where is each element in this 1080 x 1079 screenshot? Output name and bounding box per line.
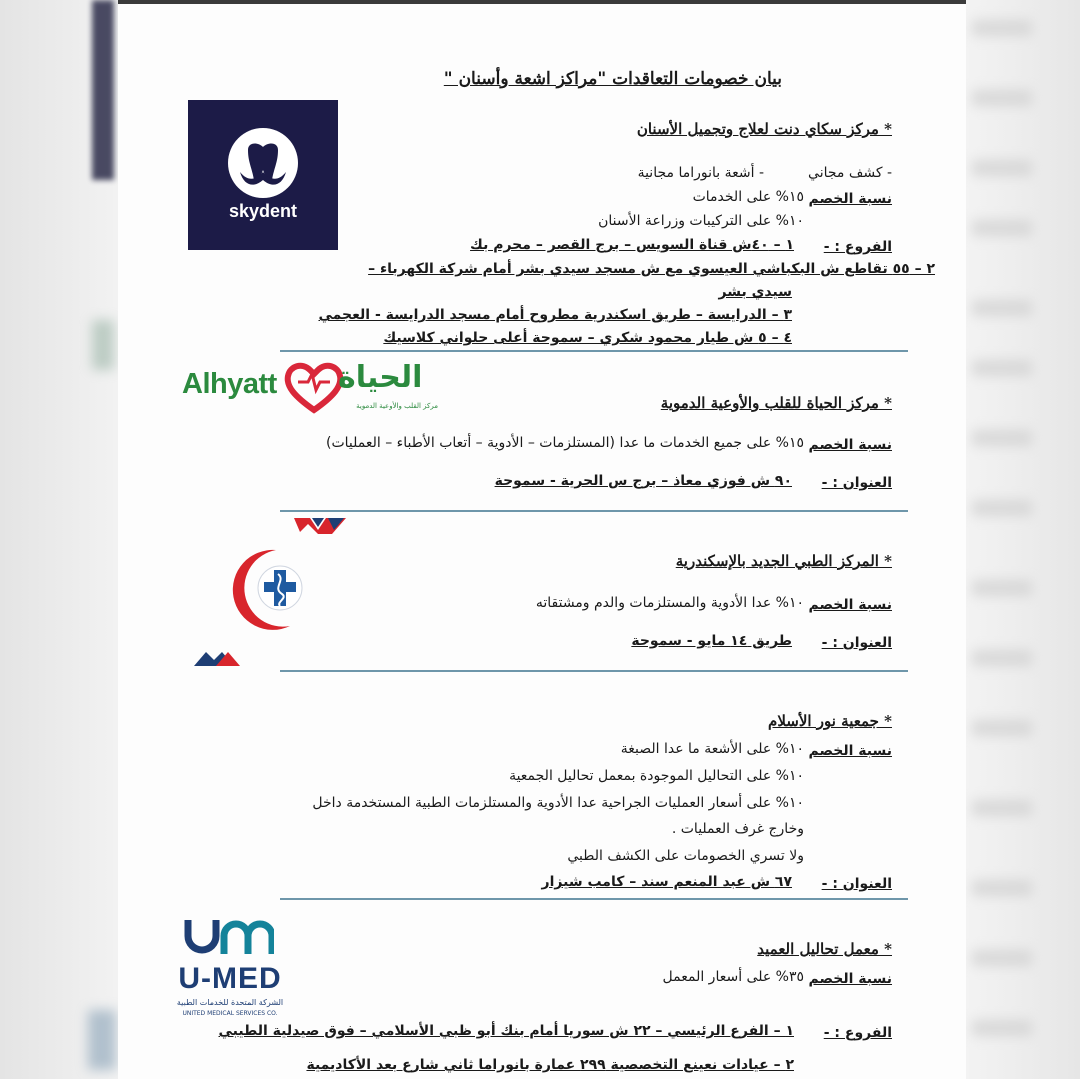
alhyatt-logo-arabic: الحياة [338,360,423,395]
section-divider [280,898,908,900]
alhyatt-logo-english: Alhyatt [182,368,277,400]
amid-branch-1: ١ – الفرع الرئيسي – ٢٢ ش سوريا أمام بنك أبو ظبي الأسلامي – فوق صيدلية الطيبي [218,1023,794,1039]
decorative-chevrons [194,650,246,666]
section-heading-hayat: * مركز الحياة للقلب والأوعية الدموية [660,394,892,412]
section-heading-skydent: * مركز سكاي دنت لعلاج وتجميل الأسنان [636,120,892,138]
amid-discount: ٣٥% على أسعار المعمل [662,969,804,985]
skydent-logo-text: skydent [228,201,298,221]
umed-logo-english: UNITED MEDICAL SERVICES CO. [182,1010,278,1017]
skydent-free-exam: - كشف مجاني [808,165,892,181]
section-heading-new-medical: * المركز الطبي الجديد بالإسكندرية [675,552,892,570]
umed-mark-icon [184,916,274,958]
background-blur-left [0,0,118,1079]
newmed-discount: ١٠% عدا الأدوية والمستلزمات والدم ومشتقاته [535,595,804,611]
alhyatt-logo-subtitle: مركز القلب والأوعية الدموية [356,402,438,410]
amid-branches-label: الفروع : - [823,1025,892,1041]
hayat-address: ٩٠ ش فوزي معاذ – برج س الحرية - سموحة [494,473,792,489]
skydent-discount-1: ١٥% على الخدمات [692,189,804,205]
hayat-discount: ١٥% على جميع الخدمات ما عدا (المستلزمات – الأدوية – أتعاب الأطباء – العمليات) [326,435,804,451]
new-medical-center-logo [230,548,312,632]
noor-discount-label: نسبة الخصم [808,743,892,759]
noor-discount-3a: ١٠% على أسعار العمليات الجراحية عدا الأدوية والمستلزمات الطبية المستخدمة داخل [312,795,804,811]
amid-discount-label: نسبة الخصم [808,971,892,987]
skydent-logo [188,100,338,250]
skydent-branch-2a: ٢ – ٥٥ تقاطع ش البكباشي العيسوي مع ش مسجد سيدي بشر أمام شركة الكهرباء – [368,261,935,277]
skydent-branch-4: ٤ – ٥ ش طيار محمود شكري – سموحة أعلى حلواني كلاسيك [383,330,792,346]
umed-logo-text: U-MED [178,962,282,995]
decorative-chevrons [294,518,346,534]
skydent-branch-1: ١ – ٤٠ش قناة السويس – برج القصر – محرم بك [470,237,794,253]
skydent-branch-3: ٣ – الدرايسة – طريق اسكندرية مطروح أمام مسجد الدرايسة - العجمي [318,307,792,323]
umed-logo [160,912,300,1022]
noor-discount-1: ١٠% على الأشعة ما عدا الصبغة [620,741,804,757]
skydent-branches-label: الفروع : - [823,239,892,255]
heart-icon [284,360,344,414]
noor-discount-2: ١٠% على التحاليل الموجودة بمعمل تحاليل الجمعية [509,768,804,784]
section-heading-noor: * جمعية نور الأسلام [768,712,892,730]
newmed-address-label: العنوان : - [821,635,892,651]
newmed-discount-label: نسبة الخصم [808,597,892,613]
noor-note: ولا تسري الخصومات على الكشف الطبي [567,848,804,864]
skydent-discount-2: ١٠% على التركيبات وزراعة الأسنان [598,213,804,229]
section-heading-amid: * معمل تحاليل العميد [757,940,892,958]
skydent-free-xray: - أشعة بانوراما مجانية [637,165,764,181]
section-divider [280,350,908,352]
alhyatt-logo [180,358,442,420]
newmed-address: طريق ١٤ مايو - سموحة [631,633,792,649]
tooth-icon [228,128,298,198]
section-divider [280,510,908,512]
skydent-discount-label: نسبة الخصم [808,191,892,207]
noor-address-label: العنوان : - [821,876,892,892]
background-blur-right [966,0,1080,1079]
hayat-address-label: العنوان : - [821,475,892,491]
hayat-discount-label: نسبة الخصم [808,437,892,453]
amid-branch-2: ٢ – عيادات نعينع التخصصية ٢٩٩ عمارة بانوراما ثاني شارع بعد الأكاديمية [306,1057,794,1073]
umed-logo-arabic: الشركة المتحدة للخدمات الطبية [176,998,284,1007]
noor-address: ٦٧ ش عبد المنعم سند – كامب شيزار [541,874,792,890]
section-divider [280,670,908,672]
document-title: بيان خصومات التعاقدات "مراكز اشعة وأسنان " [443,69,782,89]
noor-discount-3b: وخارج غرف العمليات . [671,821,804,837]
skydent-branch-2b: سيدي بشر [718,284,792,300]
